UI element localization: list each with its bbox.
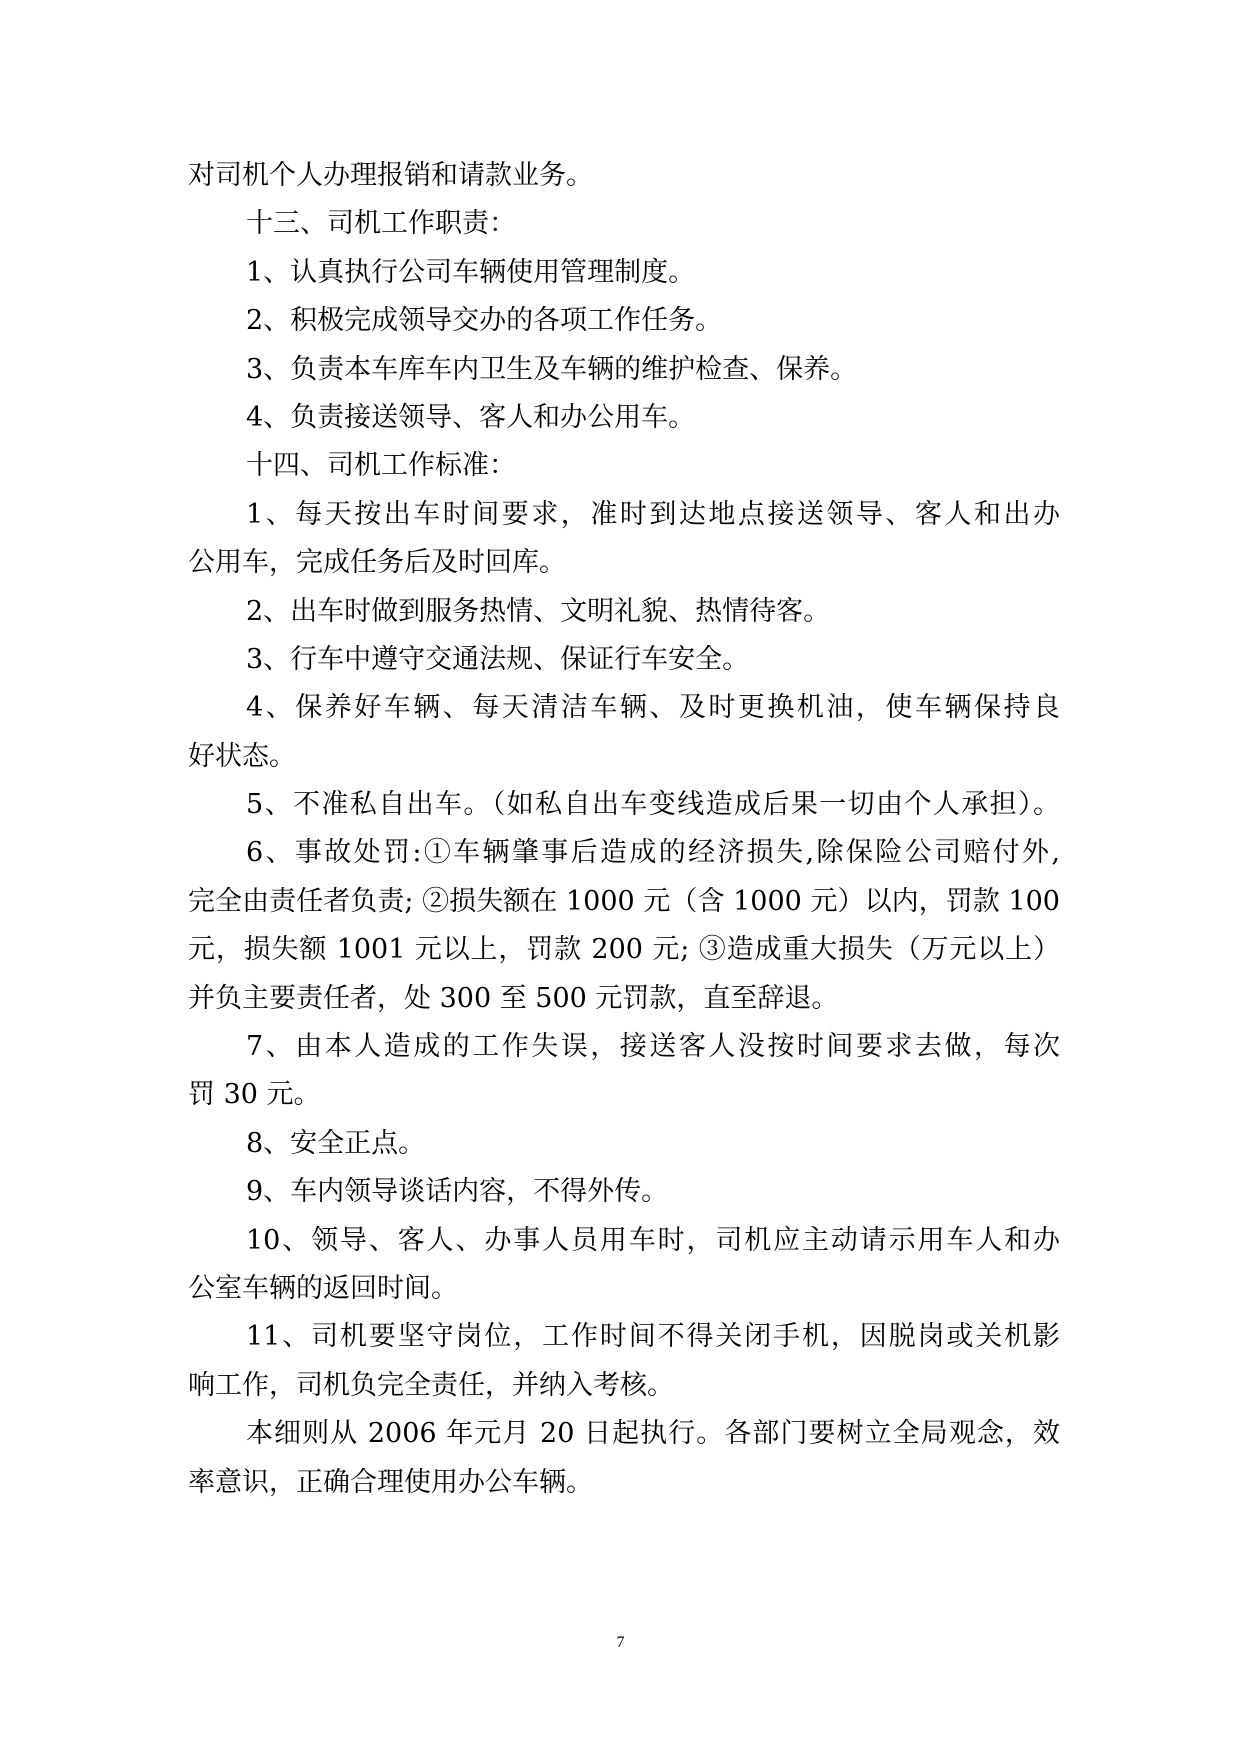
paragraph-line: 并负主要责任者，处 300 至 500 元罚款，直至辞退。 [188,982,839,1014]
paragraph-line: 3、负责本车库车内卫生及车辆的维护检查、保养。 [246,353,858,385]
paragraph-line: 10、领导、客人、办事人员用车时，司机应主动请示用车人和办 [246,1224,1060,1256]
paragraph-line: 2、出车时做到服务热情、文明礼貌、热情待客。 [246,595,831,627]
paragraph-line: 4、保养好车辆、每天清洁车辆、及时更换机油，使车辆保持良 [246,692,1060,724]
paragraph-line: 率意识，正确合理使用办公车辆。 [188,1466,593,1498]
paragraph-line: 本细则从 2006 年元月 20 日起执行。各部门要树立全局观念，效 [246,1418,1060,1450]
paragraph-line: 1、每天按出车时间要求，准时到达地点接送领导、客人和出办 [246,498,1060,530]
paragraph-line: 4、负责接送领导、客人和办公用车。 [246,401,696,433]
section-heading-14: 十四、司机工作标准： [246,450,516,482]
paragraph-line: 元，损失额 1001 元以上，罚款 200 元; ③造成重大损失（万元以上） [188,934,1060,966]
paragraph-line: 响工作，司机负完全责任，并纳入考核。 [188,1369,674,1401]
page-number: 7 [616,1634,625,1651]
paragraph-line: 6、事故处罚:①车辆肇事后造成的经济损失,除保险公司赔付外, [246,837,1060,869]
document-body [188,152,1060,1507]
paragraph-line: 7、由本人造成的工作失误，接送客人没按时间要求去做，每次 [246,1031,1060,1063]
paragraph-line: 公室车辆的返回时间。 [188,1272,458,1304]
paragraph-line: 对司机个人办理报销和请款业务。 [188,160,593,191]
paragraph-line: 罚 30 元。 [188,1079,321,1111]
paragraph-line: 9、车内领导谈话内容，不得外传。 [246,1176,669,1208]
paragraph-line: 1、认真执行公司车辆使用管理制度。 [246,256,696,288]
paragraph-line: 2、积极完成领导交办的各项工作任务。 [246,305,723,337]
paragraph-line: 完全由责任者负责; ②损失额在 1000 元（含 1000 元）以内，罚款 100 [188,885,1060,917]
paragraph-line: 3、行车中遵守交通法规、保证行车安全。 [246,643,750,675]
paragraph-line: 8、安全正点。 [246,1127,426,1159]
section-heading-13: 十三、司机工作职责： [246,208,516,240]
paragraph-line: 11、司机要坚守岗位，工作时间不得关闭手机，因脱岗或关机影 [246,1321,1060,1353]
paragraph-line: 好状态。 [188,740,296,772]
paragraph-line: 公用车，完成任务后及时回库。 [188,547,566,579]
paragraph-line: 5、不准私自出车。（如私自出车变线造成后果一切由个人承担）。 [246,789,1060,821]
